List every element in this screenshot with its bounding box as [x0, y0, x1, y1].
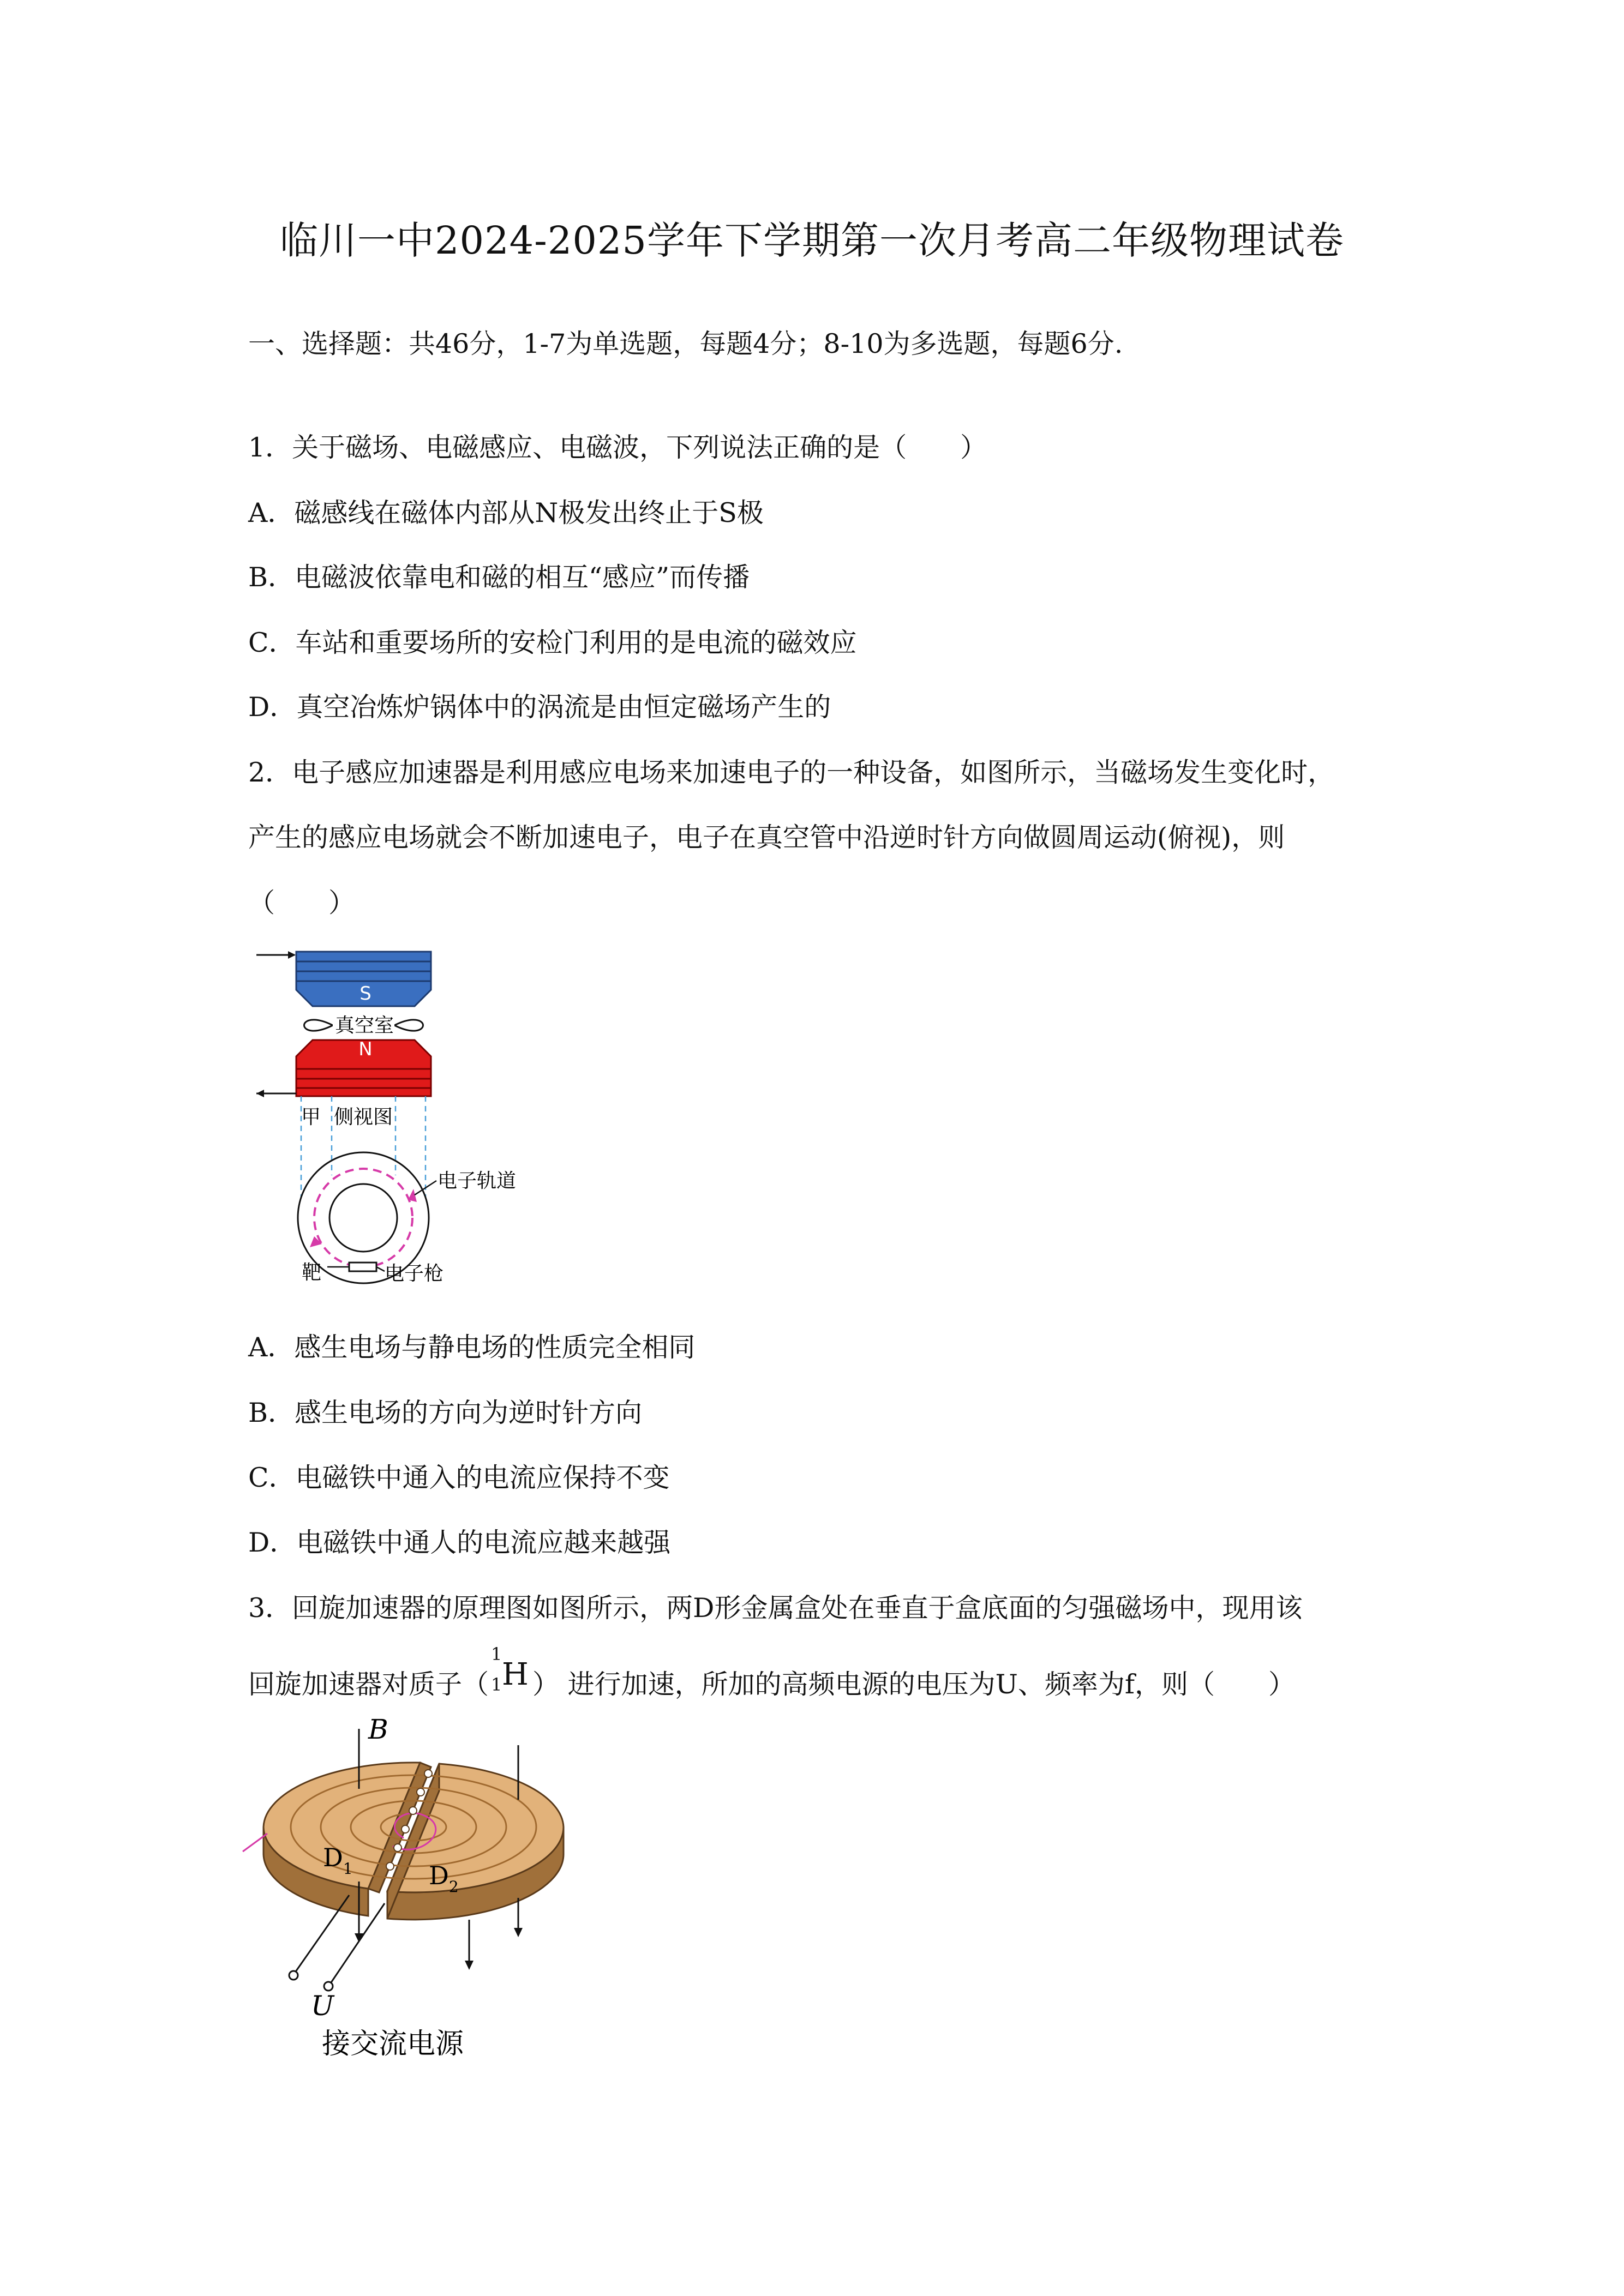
nuclide-notation — [489, 1644, 532, 1695]
top-view — [298, 1152, 516, 1285]
question-2-option-a: A．感生电场与静电场的性质完全相同 — [248, 1332, 696, 1363]
d2-subscript: 2 — [448, 1878, 459, 1896]
orbit-arrow-icon — [408, 1189, 417, 1202]
lower-magnet — [296, 1038, 431, 1096]
side-view-label-a: 甲 — [301, 1106, 321, 1128]
question-1-option-b: B．电磁波依靠电和磁的相互“感应”而传播 — [248, 562, 750, 593]
ac-source-label: 接交流电源 — [322, 2028, 464, 2060]
field-b-label: B — [368, 1718, 388, 1745]
question-1-option-a: A．磁感线在磁体内部从N极发出终止于S极 — [248, 497, 764, 528]
supply-wires — [295, 1895, 385, 1984]
d1-subscript: 1 — [343, 1860, 353, 1878]
terminal-2 — [324, 1982, 333, 1991]
terminal-1 — [289, 1971, 298, 1980]
d2-letter: D — [429, 1861, 449, 1890]
question-2-option-d: D．电磁铁中通人的电流应越来越强 — [248, 1527, 671, 1558]
gun-label: 电子枪 — [385, 1263, 444, 1285]
side-view-label-b: 侧视图 — [334, 1106, 393, 1128]
cyclotron-figure — [240, 1718, 633, 2067]
pole-s-label: S — [359, 983, 371, 1005]
voltage-label: U — [311, 1990, 334, 2022]
vacuum-chamber — [304, 1014, 423, 1037]
question-2-option-b: B．感生电场的方向为逆时针方向 — [248, 1397, 643, 1428]
question-2-option-c: C．电磁铁中通入的电流应保持不变 — [248, 1462, 670, 1493]
field-arrows — [355, 1928, 523, 1970]
question-3-stem-pre: 回旋加速器对质子（ — [248, 1669, 489, 1700]
nuclide-charge-number: 1 — [491, 1674, 502, 1695]
exam-title: 临川一中2024-2025学年下学期第一次月考高二年级物理试卷 — [280, 218, 1344, 263]
pole-n-label: N — [358, 1038, 373, 1060]
betatron-figure — [240, 935, 567, 1295]
question-1-option-d: D．真空冶炼炉锅体中的涡流是由恒定磁场产生的 — [248, 692, 831, 723]
electron-gun — [349, 1263, 376, 1271]
question-2-stem-line-2: 产生的感应电场就会不断加速电子，电子在真空管中沿逆时针方向做圆周运动(俯视)，则 — [248, 822, 1285, 853]
target-label: 靶 — [302, 1261, 322, 1284]
nuclide-symbol: H — [502, 1657, 529, 1692]
question-1-option-c: C．车站和重要场所的安检门利用的是电流的磁效应 — [248, 627, 857, 658]
arrow-right-icon — [288, 951, 296, 959]
question-3-stem-post: ） 进行加速，所加的高频电源的电压为U、频率为f，则（ ） — [532, 1669, 1296, 1700]
question-3-stem-line-1: 3．回旋加速器的原理图如图所示，两D形金属盒处在垂直于盒底面的匀强磁场中，现用该 — [248, 1592, 1303, 1624]
section-header: 一、选择题：共46分，1-7为单选题，每题4分；8-10为多选题，每题6分. — [248, 328, 1123, 359]
nuclide-mass-number: 1 — [491, 1644, 502, 1664]
vacuum-chamber-label: 真空室 — [334, 1014, 394, 1037]
question-2-stem-line-3: （ ） — [248, 887, 356, 918]
question-1-stem: 1．关于磁场、电磁感应、电磁波，下列说法正确的是（ ） — [248, 432, 987, 463]
upper-magnet — [296, 952, 431, 1006]
orbit-label: 电子轨道 — [438, 1170, 517, 1192]
question-3-stem-line-2 — [248, 1644, 1296, 1702]
arrow-left-icon — [256, 1090, 264, 1097]
d1-letter: D — [323, 1843, 343, 1872]
question-2-stem-line-1: 2．电子感应加速器是利用感应电场来加速电子的一种设备，如图所示，当磁场发生变化时， — [248, 757, 1335, 788]
